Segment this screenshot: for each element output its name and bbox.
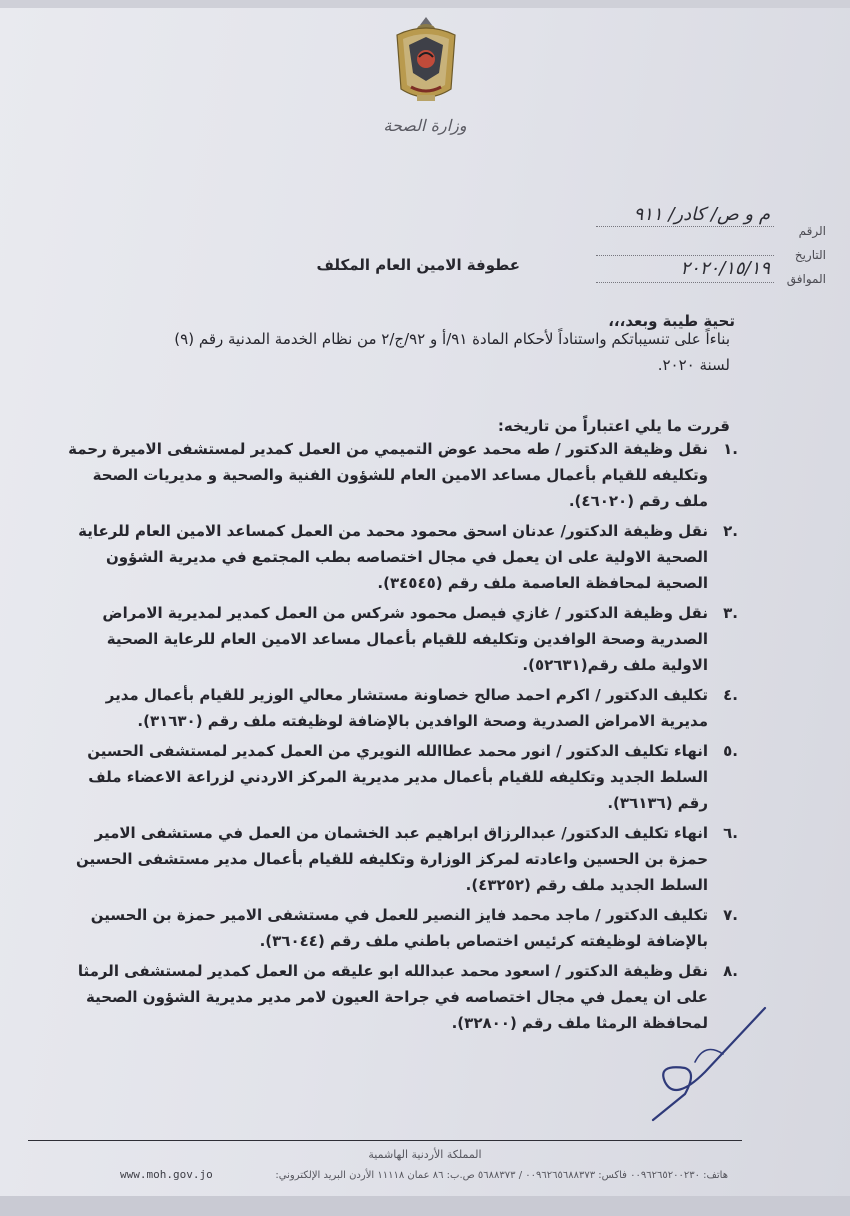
item-text: تكليف الدكتور / ماجد محمد فايز النصير للعمل في مستشفى الامير حمزة بن الحسين بالإضافة لوظيفته كرئيس اختصاص باطني ملف رقم (٣٦٠٤٤). <box>90 906 708 950</box>
item-number: .١ <box>723 440 738 458</box>
ref-underline <box>596 226 774 227</box>
item-text: نقل وظيفة الدكتور / اسعود محمد عبدالله ابو عليقه من العمل كمدير لمستشفى الرمثا على ان يعمل في مجال اختصاصه في جراحة العيون لامر مدير مديرية الشؤون الصحية لمحافظة الرمثا ملف رقم (٣٢٨٠٠). <box>77 962 708 1032</box>
item-number: .٢ <box>723 522 738 540</box>
item-number: .٥ <box>723 742 738 760</box>
item-text: تكليف الدكتور / اكرم احمد صالح خصاونة مستشار معالي الوزير للقيام بأعمال مدير مديرية الامراض الصدرية وصحة الوافدين بالإضافة لوظيفته ملف رقم (٣١٦٣٠). <box>105 686 708 730</box>
corresponding-date-label: الموافق <box>786 272 826 286</box>
greeting: تحية طيبة وبعد،،، <box>608 312 735 330</box>
coat-of-arms-emblem <box>389 15 463 107</box>
footer-website: www.moh.gov.jo <box>120 1168 213 1181</box>
decision-item <box>68 820 738 898</box>
item-text: نقل وظيفة الدكتور / غازي فيصل محمود شركس من العمل كمدير لمديرية الامراض الصدرية وصحة الوافدين وتكليفه للقيام بأعمال مساعد الامين العام للرعاية الصحية الاولية ملف رقم(٥٢٦٣١). <box>102 604 708 674</box>
decision-item <box>68 600 738 678</box>
item-number: .٨ <box>723 962 738 980</box>
handwritten-signature <box>635 1002 775 1122</box>
footer-country: المملكة الأردنية الهاشمية <box>368 1148 482 1161</box>
intro-line: لسنة ٢٠٢٠. <box>657 356 730 374</box>
footer-contact: هاتف: ٠٠٩٦٢٦٥٢٠٠٢٣٠ فاكس: ٠٠٩٦٢٦٥٦٨٨٣٧٣ / ٥٦٨٨٣٧٣ ص.ب: ٨٦ عمان ١١١١٨ الأردن البريد الإلكتروني: <box>275 1170 728 1181</box>
item-text: انهاء تكليف الدكتور / انور محمد عطاالله النويري من العمل كمدير لمستشفى الحسين السلط الجديد وتكليفه للقيام بأعمال مدير مديرية المركز الاردني لزراعة الاعضاء ملف رقم (٣٦١٣٦). <box>87 742 708 812</box>
item-number: .٣ <box>723 604 738 622</box>
decision-item <box>68 682 738 734</box>
item-text: نقل وظيفة الدكتور/ عدنان اسحق محمود محمد من العمل كمساعد الامين العام للرعاية الصحية الاولية على ان يعمل في مجال اختصاصه بطب المجتمع في مديرية الشؤون الصحية لمحافظة العاصمة ملف رقم (٣٤٥٤٥). <box>78 522 708 592</box>
ministry-name: وزارة الصحة <box>383 116 467 135</box>
decision-heading: قررت ما يلي اعتباراً من تاريخه: <box>497 417 730 435</box>
item-number: .٤ <box>723 686 738 704</box>
page-top-edge <box>0 0 850 8</box>
ref-label: الرقم <box>798 224 826 238</box>
decision-list <box>68 436 738 1040</box>
corresponding-date: ٢٠٢٠/١٥/١٩ <box>680 258 770 279</box>
intro-paragraph <box>90 326 730 378</box>
item-number: .٧ <box>723 906 738 924</box>
intro-line: بناءاً على تنسيباتكم واستناداً لأحكام المادة ٩١/أ و ٩٢/ج/٢ من نظام الخدمة المدنية رقم (٩) <box>174 330 730 348</box>
page-bottom-edge <box>0 1196 850 1216</box>
date-label: التاريخ <box>794 248 826 262</box>
item-number: .٦ <box>723 824 738 842</box>
decision-item <box>68 518 738 596</box>
hijri-underline <box>596 255 774 256</box>
decision-item <box>68 902 738 954</box>
date-underline <box>596 282 774 283</box>
decision-item <box>68 738 738 816</box>
item-text: انهاء تكليف الدكتور/ عبدالرزاق ابراهيم عبد الخشمان من العمل في مستشفى الامير حمزة بن الحسين واعادته لمركز الوزارة وتكليفه للقيام بأعمال مدير مستشفى الحسين السلط الجديد ملف رقم (٤٣٢٥٢). <box>75 824 708 894</box>
ref-number: م و ص/ كادر/ ٩١١ <box>633 204 770 225</box>
decision-item <box>68 436 738 514</box>
addressee: عطوفة الامين العام المكلف <box>316 256 520 274</box>
item-text: نقل وظيفة الدكتور / طه محمد عوض التميمي من العمل كمدير لمستشفى الاميرة رحمة وتكليفه للقيام بأعمال مساعد الامين العام للشؤون الفنية والصحية و مديريات الصحة ملف رقم (٤٦٠٢٠). <box>68 440 708 510</box>
footer-divider <box>28 1140 742 1141</box>
